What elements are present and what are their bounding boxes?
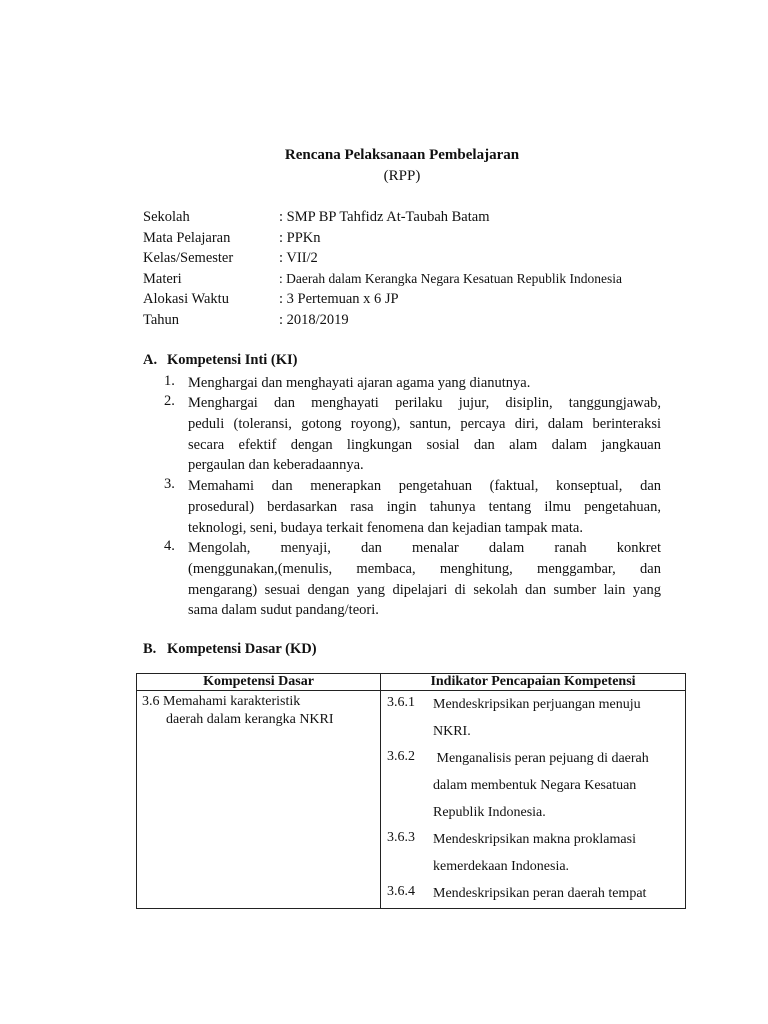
identity-row-class: [143, 250, 703, 270]
kd-cell: [137, 691, 381, 909]
identity-value: : SMP BP Tahfidz At-Taubah Batam: [279, 209, 490, 225]
list-number: 4.: [164, 538, 175, 554]
indicator-line: Mendeskripsikan makna proklamasi: [433, 832, 636, 847]
identity-label: Tahun: [143, 312, 180, 328]
identity-label: Mata Pelajaran: [143, 230, 231, 246]
indicator-code: 3.6.4: [387, 884, 415, 899]
list-line: mengarang) sesuai dengan yang dipelajari di sekolah dan sumber lain yang: [188, 581, 661, 598]
list-line: pergaulan dan keberadaannya.: [188, 457, 364, 474]
list-line: Menghargai dan menghayati ajaran agama yang dianutnya.: [188, 375, 531, 391]
section-b-letter: B.: [143, 641, 157, 657]
kd-table: [136, 673, 686, 909]
indicator-code: 3.6.3: [387, 830, 415, 845]
identity-row-material: [143, 271, 703, 291]
list-line: secara efektif dengan lingkungan sosial dan alam dalam jangkauan: [188, 436, 661, 453]
section-a-title: Kompetensi Inti (KI): [167, 352, 298, 368]
identity-label: Materi: [143, 271, 182, 287]
identity-row-time: [143, 291, 703, 311]
list-line: peduli (toleransi, gotong royong), santun, percaya diri, dalam berinteraksi: [188, 415, 661, 432]
table-header-row: [137, 674, 686, 691]
indicator-text: [433, 826, 673, 880]
identity-value: : 2018/2019: [279, 312, 349, 328]
identity-row-school: [143, 209, 703, 229]
list-line: sama dalam sudut pandang/teori.: [188, 602, 379, 619]
list-line: prosedural) berdasarkan rasa ingin tahunya tentang ilmu pengetahuan,: [188, 498, 661, 515]
list-text: [188, 538, 661, 621]
indicator-text: [433, 691, 673, 745]
identity-label: Kelas/Semester: [143, 250, 234, 266]
list-text: [188, 393, 661, 476]
section-b-heading: [143, 641, 317, 658]
kd-text-line: 3.6 Memahami karakteristik: [142, 694, 301, 709]
document-title: Rencana Pelaksanaan Pembelajaran: [284, 147, 520, 163]
identity-row-subject: [143, 230, 703, 250]
header-kompetensi-dasar: Kompetensi Dasar: [137, 674, 381, 691]
list-text: [188, 476, 661, 538]
indicator-code: 3.6.1: [387, 695, 415, 710]
indicator-cell: [381, 691, 686, 909]
list-line: Memahami dan menerapkan pengetahuan (faktual, konseptual, dan: [188, 478, 661, 494]
identity-row-year: [143, 312, 703, 332]
indicator-text: [433, 880, 673, 907]
identity-value: : PPKn: [279, 230, 321, 246]
indicator-line: Mendeskripsikan perjuangan menuju: [433, 697, 641, 712]
list-line: Mengolah, menyaji, dan menalar dalam ranah konkret: [188, 540, 661, 556]
identity-value: : 3 Pertemuan x 6 JP: [279, 291, 399, 307]
section-a-heading: [143, 352, 298, 369]
indicator-text: [433, 745, 673, 826]
indicator-line: Mendeskripsikan peran daerah tempat: [433, 886, 647, 901]
indicator-code: 3.6.2: [387, 749, 415, 764]
identity-value: : VII/2: [279, 250, 318, 266]
indicator-line: Menganalisis peran pejuang di daerah: [433, 751, 649, 766]
list-number: 1.: [164, 373, 175, 389]
list-text: [188, 373, 661, 394]
document-subtitle: (RPP): [383, 168, 421, 184]
list-line: (menggunakan,(menulis, membaca, menghitung, menggambar, dan: [188, 560, 661, 577]
list-line: Menghargai dan menghayati perilaku jujur, disiplin, tanggungjawab,: [188, 395, 661, 411]
list-number: 2.: [164, 393, 175, 409]
list-number: 3.: [164, 476, 175, 492]
indicator-line: NKRI.: [433, 724, 471, 739]
list-line: teknologi, seni, budaya terkait fenomena dan kejadian tampak mata.: [188, 519, 583, 536]
identity-value: : Daerah dalam Kerangka Negara Kesatuan Republik Indonesia: [279, 271, 622, 286]
section-b-title: Kompetensi Dasar (KD): [167, 641, 317, 657]
indicator-line: kemerdekaan Indonesia.: [433, 859, 570, 874]
table-row: [137, 691, 686, 909]
identity-label: Alokasi Waktu: [143, 291, 229, 307]
indicator-line: Republik Indonesia.: [433, 805, 546, 820]
indicator-line: dalam membentuk Negara Kesatuan: [433, 778, 637, 793]
identity-label: Sekolah: [143, 209, 190, 225]
kd-text-line: daerah dalam kerangka NKRI: [166, 712, 334, 727]
header-indikator: Indikator Pencapaian Kompetensi: [381, 674, 686, 691]
section-a-letter: A.: [143, 352, 158, 368]
